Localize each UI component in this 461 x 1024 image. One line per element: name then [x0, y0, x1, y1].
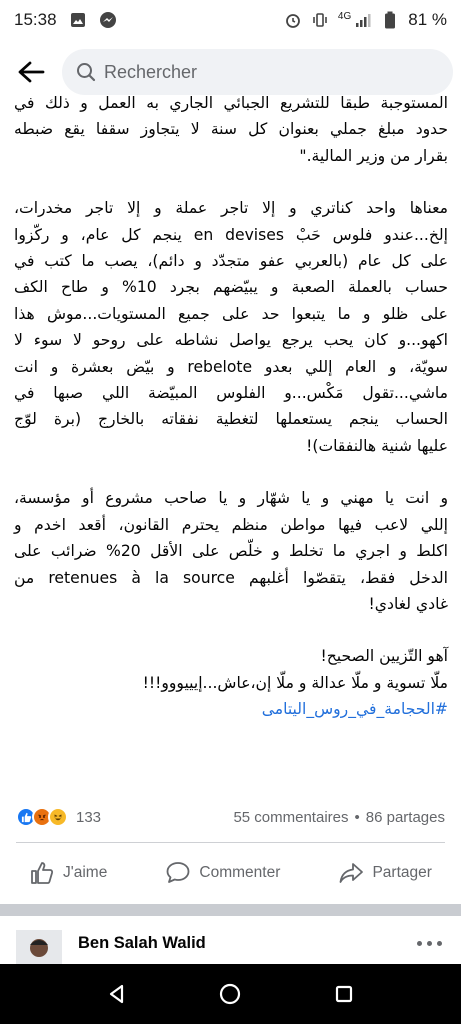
nav-back-button[interactable] — [97, 974, 137, 1014]
post-text — [14, 90, 448, 749]
post-line: إللي لاعب فيها مواطن منظم يحترم القانون، أقعد اخدم و — [14, 515, 448, 534]
post-line: ملّا تسوية و ملّا عدالة و ملّا إن،عاش...إيييووو!!! — [142, 673, 448, 692]
nav-recents-button[interactable] — [324, 974, 364, 1014]
post-paragraph — [14, 195, 448, 459]
post-line: بقرار من وزير المالية." — [299, 146, 448, 165]
feed-separator — [0, 904, 461, 916]
post-line: على كل عام (بالعربي عفو متجدّد و دائم)، يصب ما كتب في — [14, 252, 448, 271]
battery-level: 81 % — [408, 10, 447, 29]
status-bar — [0, 0, 461, 40]
post-line: حدود مبلغ جملي بعنوان كل سنة لا يتجاوز سقفا يقع ضبطه — [14, 120, 448, 139]
post-line: معناها واحد كناتري و إلا تاجر عملة و إلا تاجر مخدرات، — [14, 199, 448, 218]
share-label: Partager — [372, 864, 432, 881]
post-line: ماشي...تقول مَكْس...و الفلوس المبيّضة اللي صبها في — [14, 384, 448, 403]
post-line: آهو التّزيين الصحيح! — [320, 647, 448, 666]
comment-label: Commenter — [199, 864, 281, 881]
post-line: اكهو...و كان يحب يرجع يواصل نشاطه على روحو لا سوء لا — [14, 331, 448, 350]
post-author-name[interactable]: Ben Salah Walid — [78, 934, 206, 952]
post-body — [0, 94, 461, 798]
search-input[interactable] — [104, 62, 439, 83]
thumbs-up-icon — [29, 860, 55, 886]
post-line: الحساب ينجم يستعملها لتغطية نفقاته بالخارج (برة لوّج — [14, 410, 448, 429]
system-nav-bar — [0, 964, 461, 1024]
signal-icon — [354, 11, 372, 29]
post-line: غادي لغادي! — [368, 594, 448, 613]
battery-icon — [381, 11, 399, 29]
back-button[interactable] — [8, 49, 54, 95]
share-button[interactable] — [338, 860, 431, 886]
post-line: و انت يا مهني و يا شهّار و يا صاحب مشروع أو مؤسسة، — [14, 489, 448, 508]
post-actions — [0, 848, 461, 898]
post-paragraph — [14, 485, 448, 617]
nav-recents-square-icon — [333, 983, 355, 1005]
meta-separator: • — [354, 808, 360, 826]
reaction-icons[interactable] — [16, 807, 64, 827]
search-icon — [76, 62, 96, 82]
comments-count[interactable]: 55 commentaires — [233, 808, 349, 826]
post-line: عليها شنية هالنفقات)! — [306, 436, 448, 455]
gallery-notification-icon — [69, 11, 87, 29]
more-options-icon[interactable] — [417, 938, 443, 948]
nav-home-button[interactable] — [210, 974, 250, 1014]
status-right — [284, 10, 447, 30]
post-line: اكلط و اجري ما تخلط و خلّص على الأقل 20% ضرائب على — [14, 542, 448, 561]
like-button[interactable] — [29, 860, 107, 886]
comment-button[interactable] — [165, 860, 280, 886]
back-arrow-icon — [17, 60, 45, 84]
reactions-summary — [0, 800, 461, 834]
engagement-meta — [233, 809, 445, 826]
like-label: J'aime — [63, 864, 108, 881]
vibrate-icon — [311, 11, 329, 29]
next-post-header — [0, 916, 461, 964]
post-line: سويّة، و العام إللي بعدو rebelote و بيّض بعشرة و انت — [14, 357, 448, 376]
post-line: المستوجبة طبقا للتشريع الجبائي الجاري به العمل و ذلك في — [14, 94, 448, 112]
status-left — [14, 10, 117, 30]
hashtag-link[interactable]: #الحجامة_في_روس_اليتامى — [261, 700, 448, 719]
nav-back-triangle-icon — [106, 983, 128, 1005]
search-box[interactable] — [62, 49, 453, 95]
post-line: على ظلو و ما يتبعوا حد على جميع المستويات...موش هذا — [14, 304, 448, 323]
comment-icon — [165, 860, 191, 886]
divider — [16, 842, 445, 843]
reaction-count[interactable]: 133 — [76, 808, 102, 826]
shares-count[interactable]: 86 partages — [365, 808, 445, 826]
post-paragraph — [14, 90, 448, 169]
nav-home-circle-icon — [218, 982, 242, 1006]
post-line: حساب بالعملة الصعبة و يبيّضهم بجرد 10% و طاح الكف — [14, 278, 448, 297]
share-arrow-icon — [338, 860, 364, 886]
alarm-icon — [284, 11, 302, 29]
post-paragraph — [14, 643, 448, 722]
messenger-notification-icon — [99, 11, 117, 29]
status-time: 15:38 — [14, 10, 57, 29]
network-type: 4G — [337, 10, 352, 22]
haha-reaction-icon — [48, 807, 68, 827]
post-line: إلخ...عندو فلوس حَبْ en devises ينجم كل عام، و ركّزوا — [14, 225, 448, 244]
post-line: الدخل فقط، يتقصّوا أغلبهم retenues à la source من — [14, 568, 448, 587]
